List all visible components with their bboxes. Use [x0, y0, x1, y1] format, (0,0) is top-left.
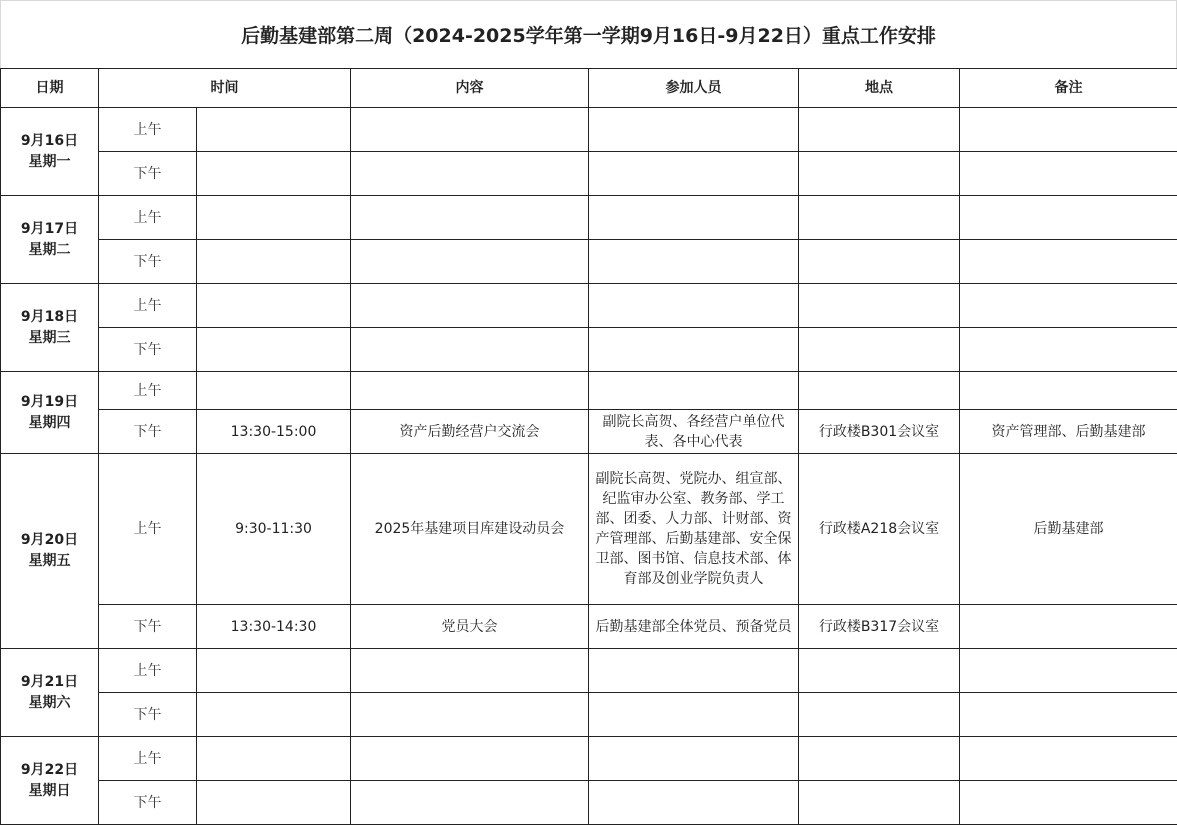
weekday-label: 星期六 — [28, 694, 71, 711]
notes-cell — [960, 284, 1177, 328]
table-row — [1, 737, 1177, 781]
period-cell: 上午 — [99, 737, 197, 781]
weekday-label: 星期日 — [28, 782, 71, 799]
date-label: 9月21日 — [20, 673, 79, 690]
notes-cell — [960, 649, 1177, 693]
date-cell — [1, 737, 99, 825]
table-row — [1, 649, 1177, 693]
table-row — [1, 410, 1177, 454]
time-cell — [197, 649, 351, 693]
table-row — [1, 372, 1177, 410]
location-cell: 行政楼B301会议室 — [799, 410, 960, 454]
table-row — [1, 152, 1177, 196]
content-cell — [351, 108, 589, 152]
period-cell: 上午 — [99, 284, 197, 328]
period-cell: 下午 — [99, 328, 197, 372]
notes-cell — [960, 328, 1177, 372]
time-cell — [197, 240, 351, 284]
participants-cell: 副院长高贺、各经营户单位代表、各中心代表 — [589, 410, 799, 454]
time-cell — [197, 284, 351, 328]
time-cell — [197, 196, 351, 240]
time-cell — [197, 108, 351, 152]
content-cell — [351, 372, 589, 410]
location-cell — [799, 328, 960, 372]
location-cell — [799, 781, 960, 825]
header-date: 日期 — [1, 69, 99, 108]
content-cell: 党员大会 — [351, 605, 589, 649]
participants-cell — [589, 781, 799, 825]
content-cell — [351, 781, 589, 825]
table-row — [1, 605, 1177, 649]
header-participants: 参加人员 — [589, 69, 799, 108]
period-cell: 上午 — [99, 649, 197, 693]
header-content: 内容 — [351, 69, 589, 108]
header-row — [1, 69, 1177, 108]
content-cell: 2025年基建项目库建设动员会 — [351, 454, 589, 605]
weekday-label: 星期三 — [28, 329, 71, 346]
weekday-label: 星期一 — [28, 153, 71, 170]
date-cell — [1, 284, 99, 372]
notes-cell — [960, 240, 1177, 284]
participants-cell — [589, 649, 799, 693]
location-cell: 行政楼B317会议室 — [799, 605, 960, 649]
notes-cell — [960, 108, 1177, 152]
header-location: 地点 — [799, 69, 960, 108]
date-label: 9月16日 — [20, 132, 79, 149]
content-cell: 资产后勤经营户交流会 — [351, 410, 589, 454]
header-time: 时间 — [99, 69, 351, 108]
time-cell: 9:30-11:30 — [197, 454, 351, 605]
content-cell — [351, 196, 589, 240]
participants-cell — [589, 152, 799, 196]
location-cell — [799, 737, 960, 781]
table-row — [1, 108, 1177, 152]
date-cell — [1, 108, 99, 196]
location-cell — [799, 693, 960, 737]
time-cell — [197, 781, 351, 825]
date-cell — [1, 649, 99, 737]
time-cell: 13:30-15:00 — [197, 410, 351, 454]
period-cell: 上午 — [99, 454, 197, 605]
notes-cell — [960, 372, 1177, 410]
location-cell: 行政楼A218会议室 — [799, 454, 960, 605]
period-cell: 上午 — [99, 108, 197, 152]
date-label: 9月22日 — [20, 761, 79, 778]
notes-cell: 资产管理部、后勤基建部 — [960, 410, 1177, 454]
participants-cell — [589, 108, 799, 152]
participants-cell — [589, 328, 799, 372]
period-cell: 下午 — [99, 781, 197, 825]
content-cell — [351, 737, 589, 781]
table-row — [1, 781, 1177, 825]
time-cell — [197, 328, 351, 372]
date-cell — [1, 196, 99, 284]
date-label: 9月17日 — [20, 220, 79, 237]
date-label: 9月19日 — [20, 393, 79, 410]
notes-cell — [960, 605, 1177, 649]
participants-cell — [589, 240, 799, 284]
notes-cell: 后勤基建部 — [960, 454, 1177, 605]
content-cell — [351, 328, 589, 372]
time-cell — [197, 737, 351, 781]
page-title: 后勤基建部第二周（2024-2025学年第一学期9月16日-9月22日）重点工作安排 — [0, 0, 1177, 68]
period-cell: 上午 — [99, 372, 197, 410]
time-cell — [197, 372, 351, 410]
period-cell: 下午 — [99, 152, 197, 196]
location-cell — [799, 372, 960, 410]
location-cell — [799, 649, 960, 693]
weekday-label: 星期四 — [28, 414, 71, 431]
table-row — [1, 328, 1177, 372]
participants-cell — [589, 284, 799, 328]
content-cell — [351, 240, 589, 284]
table-row — [1, 454, 1177, 605]
participants-cell — [589, 196, 799, 240]
notes-cell — [960, 737, 1177, 781]
period-cell: 下午 — [99, 693, 197, 737]
header-notes: 备注 — [960, 69, 1177, 108]
participants-cell: 后勤基建部全体党员、预备党员 — [589, 605, 799, 649]
time-cell: 13:30-14:30 — [197, 605, 351, 649]
period-cell: 下午 — [99, 240, 197, 284]
location-cell — [799, 284, 960, 328]
participants-cell: 副院长高贺、党院办、组宣部、纪监审办公室、教务部、学工部、团委、人力部、计财部、资产管理部、后勤基建部、安全保卫部、图书馆、信息技术部、体育部及创业学院负责人 — [589, 454, 799, 605]
content-cell — [351, 152, 589, 196]
weekday-label: 星期五 — [28, 553, 71, 569]
period-cell: 下午 — [99, 605, 197, 649]
period-cell: 上午 — [99, 196, 197, 240]
notes-cell — [960, 693, 1177, 737]
time-cell — [197, 693, 351, 737]
participants-cell — [589, 737, 799, 781]
notes-cell — [960, 152, 1177, 196]
table-row — [1, 693, 1177, 737]
location-cell — [799, 108, 960, 152]
weekday-label: 星期二 — [28, 241, 71, 258]
content-cell — [351, 693, 589, 737]
period-cell: 下午 — [99, 410, 197, 454]
content-cell — [351, 649, 589, 693]
time-cell — [197, 152, 351, 196]
date-cell — [1, 454, 99, 649]
location-cell — [799, 152, 960, 196]
participants-cell — [589, 372, 799, 410]
date-label: 9月20日 — [20, 532, 79, 548]
content-cell — [351, 284, 589, 328]
table-row — [1, 284, 1177, 328]
location-cell — [799, 196, 960, 240]
location-cell — [799, 240, 960, 284]
date-label: 9月18日 — [20, 308, 79, 325]
table-row — [1, 196, 1177, 240]
notes-cell — [960, 196, 1177, 240]
date-cell — [1, 372, 99, 454]
table-row — [1, 240, 1177, 284]
notes-cell — [960, 781, 1177, 825]
schedule-table — [0, 68, 1177, 825]
participants-cell — [589, 693, 799, 737]
